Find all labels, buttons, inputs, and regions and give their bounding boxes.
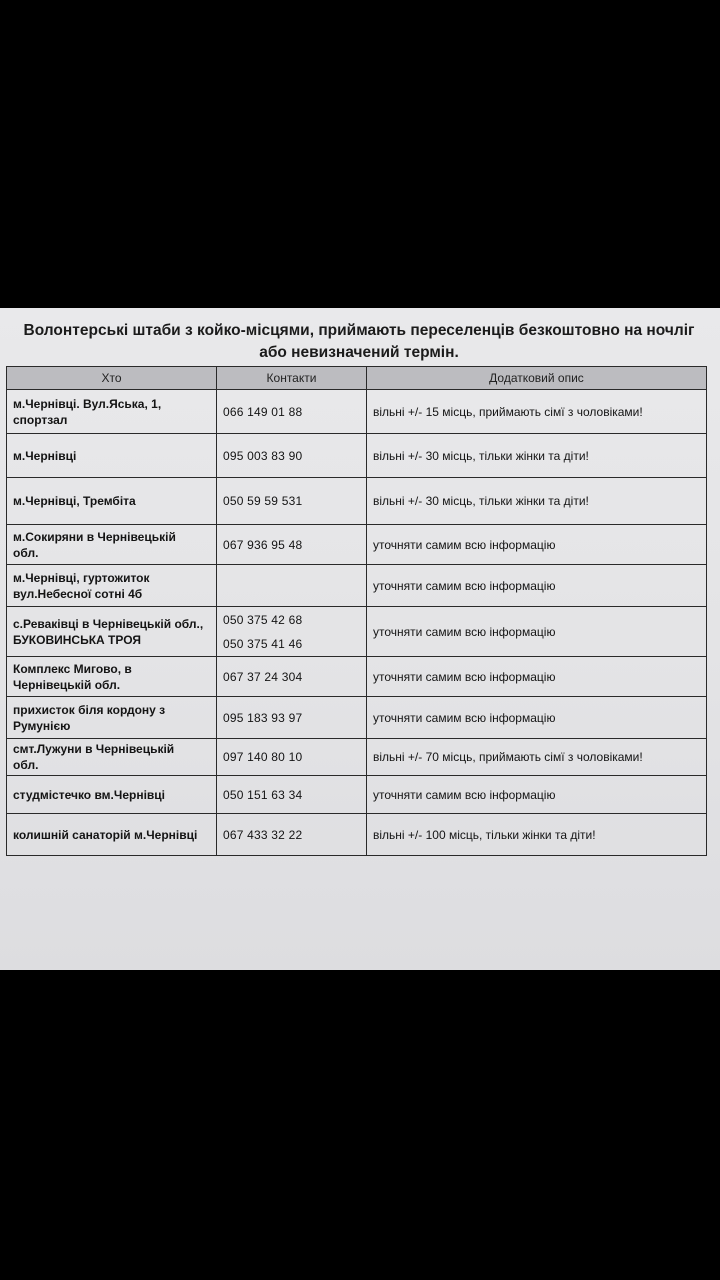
column-header-contacts: Контакти <box>217 367 367 390</box>
title-line-2: або невизначений термін. <box>259 344 459 361</box>
cell-contacts <box>217 697 367 739</box>
title-line-1: Волонтерські штаби з койко-місцями, приймають переселенців безкоштовно на ночліг <box>23 322 695 339</box>
who-line: прихисток біля кордону з <box>13 702 166 717</box>
column-header-description: Додатковий опис <box>367 367 707 390</box>
cell-who <box>7 478 217 525</box>
who-line: м.Чернівці, Трембіта <box>13 494 136 508</box>
cell-contacts <box>217 607 367 657</box>
cell-who <box>7 657 217 697</box>
table-header <box>7 367 707 390</box>
shelter-table <box>6 366 707 856</box>
table-row <box>7 739 707 776</box>
cell-contacts <box>217 390 367 434</box>
cell-who <box>7 434 217 478</box>
who-line: Комплекс Мигово, в <box>13 661 132 676</box>
cell-description: вільні +/- 30 місць, тільки жінки та діти! <box>367 434 707 478</box>
cell-description: вільні +/- 70 місць, приймають сімї з чоловіками! <box>367 739 707 776</box>
cell-contacts <box>217 739 367 776</box>
who-line: колишній санаторій м.Чернівці <box>13 827 198 842</box>
cell-description: уточняти самим всю інформацію <box>367 776 707 814</box>
who-line: м.Чернівці, гуртожиток <box>13 570 150 585</box>
table-row <box>7 390 707 434</box>
cell-description: вільні +/- 30 місць, тільки жінки та діти! <box>367 478 707 525</box>
cell-description: вільні +/- 100 місць, тільки жінки та діти! <box>367 814 707 856</box>
phone-number: 067 936 95 48 <box>223 537 303 552</box>
cell-who <box>7 525 217 565</box>
cell-description: уточняти самим всю інформацію <box>367 657 707 697</box>
who-line: м.Чернівці <box>13 448 77 463</box>
cell-who <box>7 607 217 657</box>
who-line: смт.Лужуни в Чернівецькій <box>13 742 175 756</box>
cell-who <box>7 739 217 776</box>
who-line: вул.Небесної сотні 4б <box>13 586 143 601</box>
table-row <box>7 657 707 697</box>
phone-number: 050 151 63 34 <box>223 787 303 802</box>
who-line: Чернівецькій обл. <box>13 677 121 692</box>
cell-who <box>7 390 217 434</box>
table-body <box>7 390 707 856</box>
phone-number: 050 375 41 46 <box>223 636 303 651</box>
cell-description: уточняти самим всю інформацію <box>367 525 707 565</box>
cell-who <box>7 776 217 814</box>
who-line: БУКОВИНСЬКА ТРОЯ <box>13 632 141 647</box>
document <box>6 320 712 856</box>
cell-who <box>7 565 217 607</box>
who-line: обл. <box>13 758 39 772</box>
cell-description: уточняти самим всю інформацію <box>367 697 707 739</box>
cell-contacts <box>217 776 367 814</box>
cell-contacts <box>217 525 367 565</box>
who-line: м.Чернівці. Вул.Яська, 1, <box>13 396 162 411</box>
table-row <box>7 814 707 856</box>
who-line: Румунією <box>13 718 71 733</box>
who-line: студмістечко вм.Чернівці <box>13 787 165 802</box>
table-row <box>7 776 707 814</box>
phone-number: 095 183 93 97 <box>223 710 303 725</box>
table-row <box>7 565 707 607</box>
phone-number: 050 375 42 68 <box>223 612 303 627</box>
cell-contacts <box>217 478 367 525</box>
table-row <box>7 478 707 525</box>
cell-description: уточняти самим всю інформацію <box>367 565 707 607</box>
cell-who <box>7 814 217 856</box>
paper-sheet <box>0 308 720 970</box>
column-header-who: Хто <box>7 367 217 390</box>
who-line: обл. <box>13 545 39 560</box>
cell-who <box>7 697 217 739</box>
cell-contacts <box>217 434 367 478</box>
phone-number: 097 140 80 10 <box>223 750 303 764</box>
cell-contacts <box>217 657 367 697</box>
cell-contacts <box>217 565 367 607</box>
who-line: м.Сокиряни в Чернівецькій <box>13 529 176 544</box>
phone-number: 050 59 59 531 <box>223 494 303 508</box>
table-row <box>7 434 707 478</box>
phone-number: 067 433 32 22 <box>223 827 303 842</box>
who-line: спортзал <box>13 412 68 427</box>
who-line: с.Реваківці в Чернівецькій обл., <box>13 616 204 631</box>
cell-contacts <box>217 814 367 856</box>
table-row <box>7 697 707 739</box>
cell-description: уточняти самим всю інформацію <box>367 607 707 657</box>
cell-description: вільні +/- 15 місць, приймають сімї з чоловіками! <box>367 390 707 434</box>
document-title <box>6 320 712 364</box>
table-row <box>7 607 707 657</box>
phone-number: 095 003 83 90 <box>223 448 303 463</box>
phone-number: 066 149 01 88 <box>223 404 303 419</box>
phone-number: 067 37 24 304 <box>223 669 303 684</box>
table-row <box>7 525 707 565</box>
